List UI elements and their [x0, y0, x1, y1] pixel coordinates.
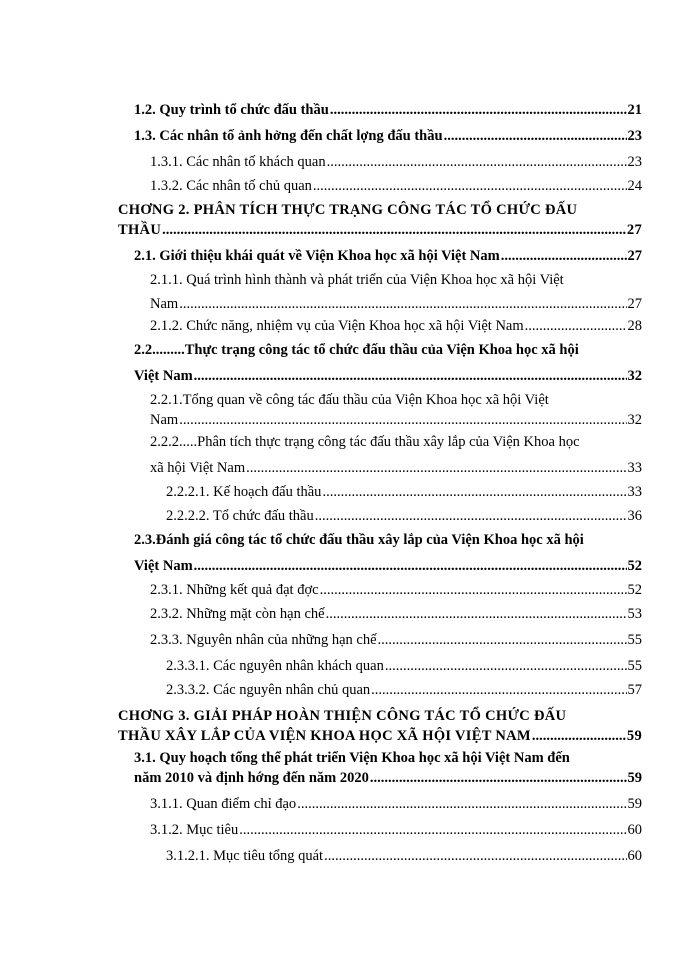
- toc-entry-page: 28: [627, 318, 642, 334]
- leader-dots: [239, 820, 626, 840]
- leader-dots: [326, 604, 627, 624]
- leader-dots: [525, 316, 627, 336]
- toc-entry-title: xã hội Việt Nam: [150, 460, 246, 476]
- toc-entry-page: 27: [627, 248, 642, 264]
- toc-entry-title: 3.1.2. Mục tiêu: [150, 822, 239, 838]
- toc-entry-page: 27: [626, 222, 642, 238]
- leader-dots: [320, 580, 627, 600]
- toc-entry[interactable]: [134, 748, 642, 788]
- toc-entry-title: 1.2. Quy trình tổ chức đấu thầu: [134, 102, 329, 118]
- toc-entry-title-line1: 2.1.1. Quá trình hình thành và phát triển của Viện Khoa học xã hội Việt: [150, 272, 564, 288]
- leader-dots: [330, 100, 627, 120]
- toc-chapter-entry[interactable]: [118, 200, 642, 240]
- toc-entry-page: 24: [627, 178, 642, 194]
- toc-entry[interactable]: [166, 846, 642, 866]
- toc-entry-title-line1: CHƠNG 2. PHÂN TÍCH THỰC TRẠNG CÔNG TÁC TỔ CHỨC ĐẤU: [118, 202, 578, 218]
- leader-dots: [532, 726, 626, 746]
- toc-entry-title: 2.3.3. Nguyên nhân của những hạn chế: [150, 632, 377, 648]
- toc-entry-title: 2.1. Giới thiệu khái quát về Viện Khoa học xã hội Việt Nam: [134, 248, 500, 264]
- toc-entry-page: 23: [627, 154, 642, 170]
- toc-entry-title: Việt Nam: [134, 558, 193, 574]
- toc-entry-title: 2.3.3.1. Các nguyên nhân khách quan: [166, 658, 384, 674]
- toc-entry-title: 1.3.1. Các nhân tố khách quan: [150, 154, 326, 170]
- toc-entry[interactable]: [150, 820, 642, 840]
- toc-entry[interactable]: [150, 604, 642, 624]
- toc-entry[interactable]: [150, 316, 642, 336]
- toc-entry[interactable]: [166, 506, 642, 526]
- leader-dots: [444, 126, 627, 146]
- toc-entry-title-line1: 2.2.........Thực trạng công tác tổ chức đấu thầu của Viện Khoa học xã hội: [134, 342, 579, 358]
- toc-entry[interactable]: [150, 794, 642, 814]
- toc-entry-title: THẦU: [118, 222, 162, 238]
- toc-entry[interactable]: [134, 246, 642, 266]
- toc-entry-title-line1: 2.2.2.....Phân tích thực trạng công tác đấu thầu xây lắp của Viện Khoa học: [150, 434, 580, 450]
- toc-entry-page: 53: [627, 606, 642, 622]
- toc-entry[interactable]: [150, 390, 642, 430]
- toc-entry-page: 60: [627, 848, 642, 864]
- toc-entry[interactable]: [134, 126, 642, 146]
- toc-entry-title: 2.2.2.1. Kế hoạch đấu thầu: [166, 484, 322, 500]
- toc-entry-page: 33: [627, 460, 642, 476]
- leader-dots: [313, 176, 627, 196]
- toc-entry-title: 3.1.1. Quan điểm chỉ đạo: [150, 796, 297, 812]
- toc-entry-title: Nam: [150, 296, 179, 312]
- toc-entry-title-line1: 3.1. Quy hoạch tổng thể phát triển Viện Khoa học xã hội Việt Nam đến: [134, 750, 570, 766]
- leader-dots: [370, 768, 627, 788]
- leader-dots: [179, 410, 626, 430]
- leader-dots: [324, 846, 626, 866]
- toc-entry[interactable]: [150, 630, 642, 650]
- toc-entry[interactable]: [166, 680, 642, 700]
- toc-entry-page: 21: [627, 102, 642, 118]
- toc-entry[interactable]: [166, 482, 642, 502]
- leader-dots: [179, 294, 626, 314]
- leader-dots: [327, 152, 627, 172]
- leader-dots: [322, 482, 626, 502]
- toc-entry-page: 23: [627, 128, 642, 144]
- toc-entry-page: 59: [627, 796, 642, 812]
- leader-dots: [194, 556, 627, 576]
- leader-dots: [501, 246, 627, 266]
- toc-entry-title: THẦU XÂY LẮP CỦA VIỆN KHOA HỌC XÃ HỘI VIỆT NAM: [118, 728, 531, 744]
- toc-entry[interactable]: [150, 270, 642, 314]
- toc-entry-title: 2.3.3.2. Các nguyên nhân chủ quan: [166, 682, 371, 698]
- toc-entry-title: 2.2.2.2. Tổ chức đấu thầu: [166, 508, 314, 524]
- toc-entry[interactable]: [150, 176, 642, 196]
- leader-dots: [315, 506, 627, 526]
- toc-entry-page: 32: [627, 412, 642, 428]
- toc-entry-title: Nam: [150, 412, 179, 428]
- toc-entry-title: Việt Nam: [134, 368, 193, 384]
- toc-entry-title-line1: 2.3.Đánh giá công tác tổ chức đấu thầu xây lắp của Viện Khoa học xã hội: [134, 532, 584, 548]
- toc-entry-title: 2.3.2. Những mặt còn hạn chế: [150, 606, 325, 622]
- toc-entry[interactable]: [150, 432, 642, 478]
- toc-entry-page: 27: [627, 296, 642, 312]
- toc-entry-page: 59: [627, 770, 642, 786]
- toc-entry-page: 55: [627, 658, 642, 674]
- leader-dots: [297, 794, 626, 814]
- toc-chapter-entry[interactable]: [118, 706, 642, 746]
- leader-dots: [385, 656, 627, 676]
- toc-entry-page: 59: [626, 728, 642, 744]
- toc-entry-title: năm 2010 và định hớng đến năm 2020: [134, 770, 369, 786]
- leader-dots: [194, 366, 627, 386]
- leader-dots: [378, 630, 627, 650]
- toc-entry-page: 36: [627, 508, 642, 524]
- toc-entry[interactable]: [134, 340, 642, 386]
- toc-entry-page: 33: [627, 484, 642, 500]
- toc-entry-page: 55: [627, 632, 642, 648]
- toc-entry-title: 1.3.2. Các nhân tố chủ quan: [150, 178, 312, 194]
- toc-entry[interactable]: [150, 580, 642, 600]
- toc-entry-page: 52: [627, 558, 642, 574]
- leader-dots: [162, 220, 626, 240]
- toc-entry-title-line1: CHƠNG 3. GIẢI PHÁP HOÀN THIỆN CÔNG TÁC TỔ CHỨC ĐẤU: [118, 708, 567, 724]
- toc-entry[interactable]: [166, 656, 642, 676]
- toc-entry-page: 57: [627, 682, 642, 698]
- leader-dots: [371, 680, 626, 700]
- toc-entry-title: 3.1.2.1. Mục tiêu tổng quát: [166, 848, 324, 864]
- toc-entry[interactable]: [134, 530, 642, 576]
- leader-dots: [246, 458, 626, 478]
- toc-entry-page: 52: [627, 582, 642, 598]
- toc-entry-title: 2.1.2. Chức năng, nhiệm vụ của Viện Khoa học xã hội Việt Nam: [150, 318, 524, 334]
- toc-entry-page: 60: [627, 822, 642, 838]
- toc-entry[interactable]: [150, 152, 642, 172]
- toc-entry-page: 32: [627, 368, 642, 384]
- toc-entry-title: 1.3. Các nhân tố ảnh hởng đến chất lợng đấu thầu: [134, 128, 443, 144]
- toc-entry-title-line1: 2.2.1.Tổng quan về công tác đấu thầu của Viện Khoa học xã hội Việt: [150, 392, 549, 408]
- toc-entry[interactable]: [134, 100, 642, 120]
- toc-entry-title: 2.3.1. Những kết quả đạt đợc: [150, 582, 319, 598]
